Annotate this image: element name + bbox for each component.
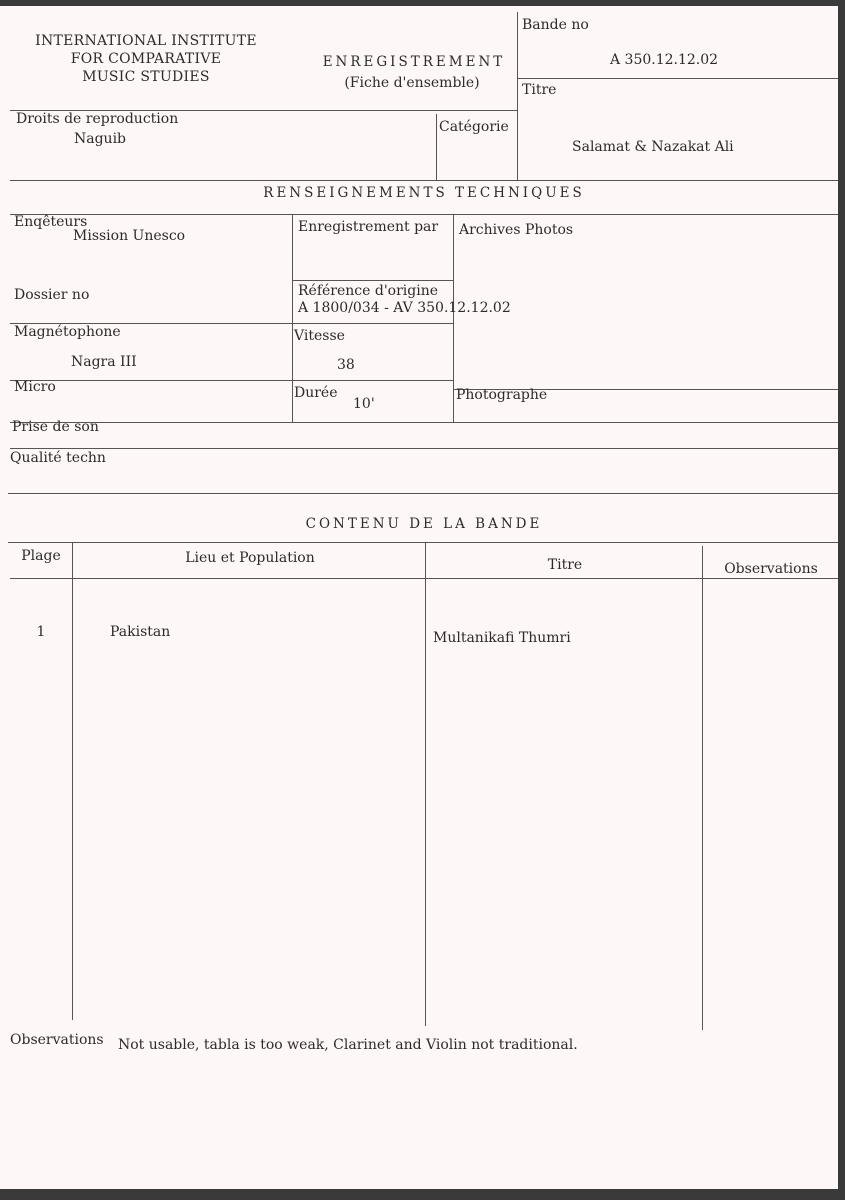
magnetophone-bottom-line bbox=[10, 380, 453, 381]
prise-de-son-label: Prise de son bbox=[12, 419, 99, 435]
vitesse-value: 38 bbox=[337, 357, 355, 373]
column-header-plage: Plage bbox=[21, 548, 61, 564]
tech-column-divider-2 bbox=[453, 214, 454, 422]
qualite-label: Qualité techn bbox=[10, 450, 106, 466]
duree-value: 10' bbox=[353, 396, 375, 412]
rights-label: Droits de reproduction bbox=[16, 111, 179, 127]
column-header-observations: Observations bbox=[724, 561, 818, 577]
bande-titre-divider bbox=[517, 78, 838, 79]
dossier-label: Dossier no bbox=[14, 287, 90, 303]
header-divider-vertical bbox=[517, 12, 518, 180]
magnetophone-value: Nagra III bbox=[71, 354, 137, 370]
titre-value: Salamat & Nazakat Ali bbox=[572, 139, 734, 155]
tech-column-divider-1 bbox=[292, 214, 293, 422]
technical-top-line bbox=[10, 214, 838, 215]
reference-value: A 1800/034 - AV 350.12.12.02 bbox=[298, 300, 511, 316]
technical-bottom-line bbox=[8, 493, 838, 494]
form-subtitle: (Fiche d'ensemble) bbox=[344, 75, 480, 91]
categorie-label: Catégorie bbox=[439, 119, 509, 135]
enqueteurs-value: Mission Unesco bbox=[73, 228, 186, 244]
row-titre: Multanikafi Thumri bbox=[433, 630, 571, 646]
contents-top-line bbox=[8, 542, 838, 543]
duree-label: Durée bbox=[294, 385, 338, 401]
column-divider-1 bbox=[72, 542, 73, 1020]
institute-name-line-2: FOR COMPARATIVE bbox=[70, 51, 222, 67]
vitesse-label: Vitesse bbox=[294, 328, 345, 344]
recording-form-sheet bbox=[0, 6, 838, 1189]
observations-label: Observations bbox=[10, 1032, 104, 1048]
observations-value: Not usable, tabla is too weak, Clarinet and Violin not traditional. bbox=[118, 1037, 578, 1053]
column-divider-3 bbox=[702, 546, 703, 1030]
institute-name-line-1: INTERNATIONAL INSTITUTE bbox=[35, 33, 257, 49]
form-title: ENREGISTREMENT bbox=[322, 54, 506, 70]
prise-bottom-line bbox=[10, 448, 838, 449]
photographe-label: Photographe bbox=[456, 387, 548, 403]
reference-label: Référence d'origine bbox=[298, 283, 439, 299]
row-lieu: Pakistan bbox=[110, 624, 171, 640]
enqueteurs-label: Enqêteurs bbox=[14, 214, 88, 230]
column-header-bottom-line bbox=[10, 578, 838, 579]
institute-name-line-3: MUSIC STUDIES bbox=[82, 69, 210, 85]
header-bottom-line bbox=[10, 180, 838, 181]
column-header-titre: Titre bbox=[547, 557, 583, 573]
bande-no-label: Bande no bbox=[522, 17, 589, 33]
column-header-lieu: Lieu et Population bbox=[185, 550, 315, 566]
row-plage: 1 bbox=[36, 624, 46, 640]
magnetophone-label: Magnétophone bbox=[14, 324, 121, 340]
micro-label: Micro bbox=[14, 379, 56, 395]
bande-no-value: A 350.12.12.02 bbox=[610, 52, 719, 68]
contents-section-title: CONTENU DE LA BANDE bbox=[305, 516, 543, 532]
rights-value: Naguib bbox=[74, 131, 127, 147]
column-divider-2 bbox=[425, 542, 426, 1026]
archives-photos-label: Archives Photos bbox=[459, 222, 574, 238]
enregistrement-par-label: Enregistrement par bbox=[298, 219, 439, 235]
enregistrement-bottom-line bbox=[292, 280, 453, 281]
categorie-divider bbox=[436, 114, 437, 180]
titre-label: Titre bbox=[522, 82, 557, 98]
technical-section-title: RENSEIGNEMENTS TECHNIQUES bbox=[263, 185, 585, 201]
micro-bottom-line bbox=[10, 422, 838, 423]
